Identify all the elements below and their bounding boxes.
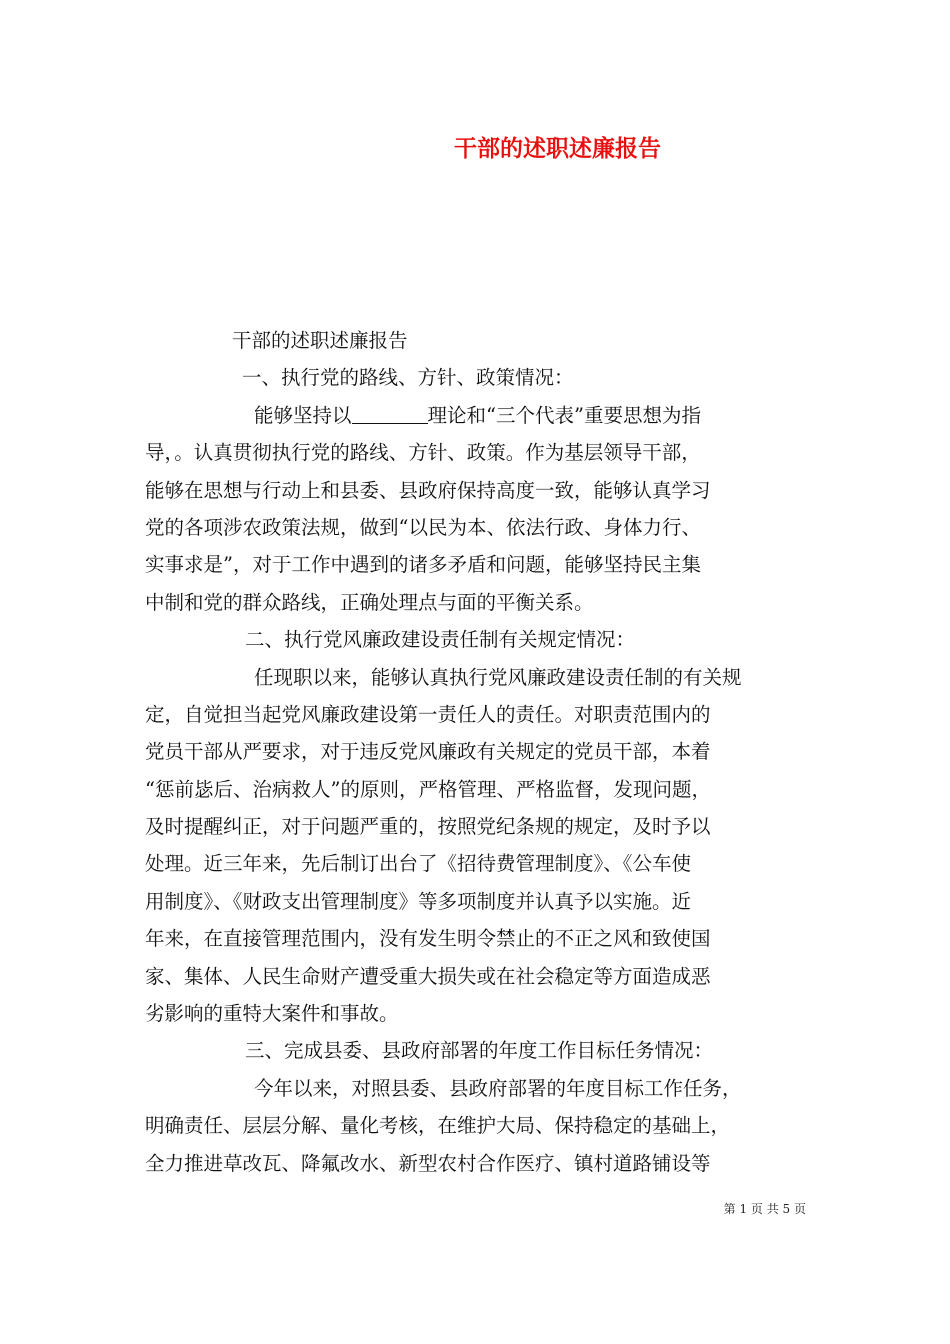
body-subtitle: 干部的述职述廉报告 [232, 329, 408, 352]
fill-in-blank [352, 404, 428, 424]
section-2-paragraph-line: 劣影响的重特大案件和事故。 [145, 1002, 399, 1026]
document-title: 干部的述职述廉报告 [454, 135, 661, 162]
section-3-paragraph-line: 今年以来，对照县委、县政府部署的年度目标工作任务， [254, 1076, 742, 1100]
section-2-paragraph-line: 家、集体、人民生命财产遭受重大损失或在社会稳定等方面造成恶 [145, 964, 711, 988]
section-2-paragraph-line: 用制度》、《财政支出管理制度》等多项制度并认真予以实施。近 [145, 889, 692, 913]
section-1-paragraph-line [145, 397, 815, 434]
section-1-paragraph-line: 党的各项涉农政策法规，做到“以民为本、依法行政、身体力行、 [145, 515, 701, 539]
document-body [145, 322, 815, 1182]
page-number-footer: 第 1 页 共 5 页 [723, 1202, 806, 1216]
section-2-paragraph-line: 及时提醒纠正，对于问题严重的，按照党纪条规的规定，及时予以 [145, 815, 711, 839]
section-2-paragraph-line: 党员干部从严要求，对于违反党风廉政有关规定的党员干部，本着 [145, 740, 711, 764]
section-1-text-before-blank: 能够坚持以 [254, 403, 352, 427]
section-1-text-after-blank: 理论和“三个代表”重要思想为指 [427, 403, 701, 427]
section-3-paragraph-line: 全力推进草改瓦、降氟改水、新型农村合作医疗、镇村道路铺设等 [145, 1151, 711, 1175]
section-2-paragraph-line: 处理。近三年来，先后制订出台了《招待费管理制度》、《公车使 [145, 852, 692, 876]
section-2-heading: 二、执行党风廉政建设责任制有关规定情况： [245, 628, 636, 652]
section-2-paragraph-line: 任现职以来，能够认真执行党风廉政建设责任制的有关规 [254, 665, 742, 689]
section-1-heading: 一、执行党的路线、方针、政策情况： [242, 366, 574, 390]
section-1-paragraph-line: 中制和党的群众路线，正确处理点与面的平衡关系。 [145, 590, 594, 614]
section-1-paragraph-line: 实事求是”，对于工作中遇到的诸多矛盾和问题，能够坚持民主集 [145, 553, 701, 577]
section-1-paragraph-line: 能够在思想与行动上和县委、县政府保持高度一致，能够认真学习 [145, 478, 711, 502]
section-3-paragraph-line: 明确责任、层层分解、量化考核，在维护大局、保持稳定的基础上， [145, 1114, 731, 1138]
section-2-paragraph-line: 定，自觉担当起党风廉政建设第一责任人的责任。对职责范围内的 [145, 702, 711, 726]
section-3-heading: 三、完成县委、县政府部署的年度工作目标任务情况： [245, 1039, 714, 1063]
section-2-paragraph-line: “惩前毖后、治病救人”的原则，严格管理、严格监督，发现问题， [145, 777, 711, 801]
section-2-paragraph-line: 年来，在直接管理范围内，没有发生明令禁止的不正之风和致使国 [145, 927, 711, 951]
section-1-paragraph-line: 导，。认真贯彻执行党的路线、方针、政策。作为基层领导干部， [145, 441, 701, 465]
